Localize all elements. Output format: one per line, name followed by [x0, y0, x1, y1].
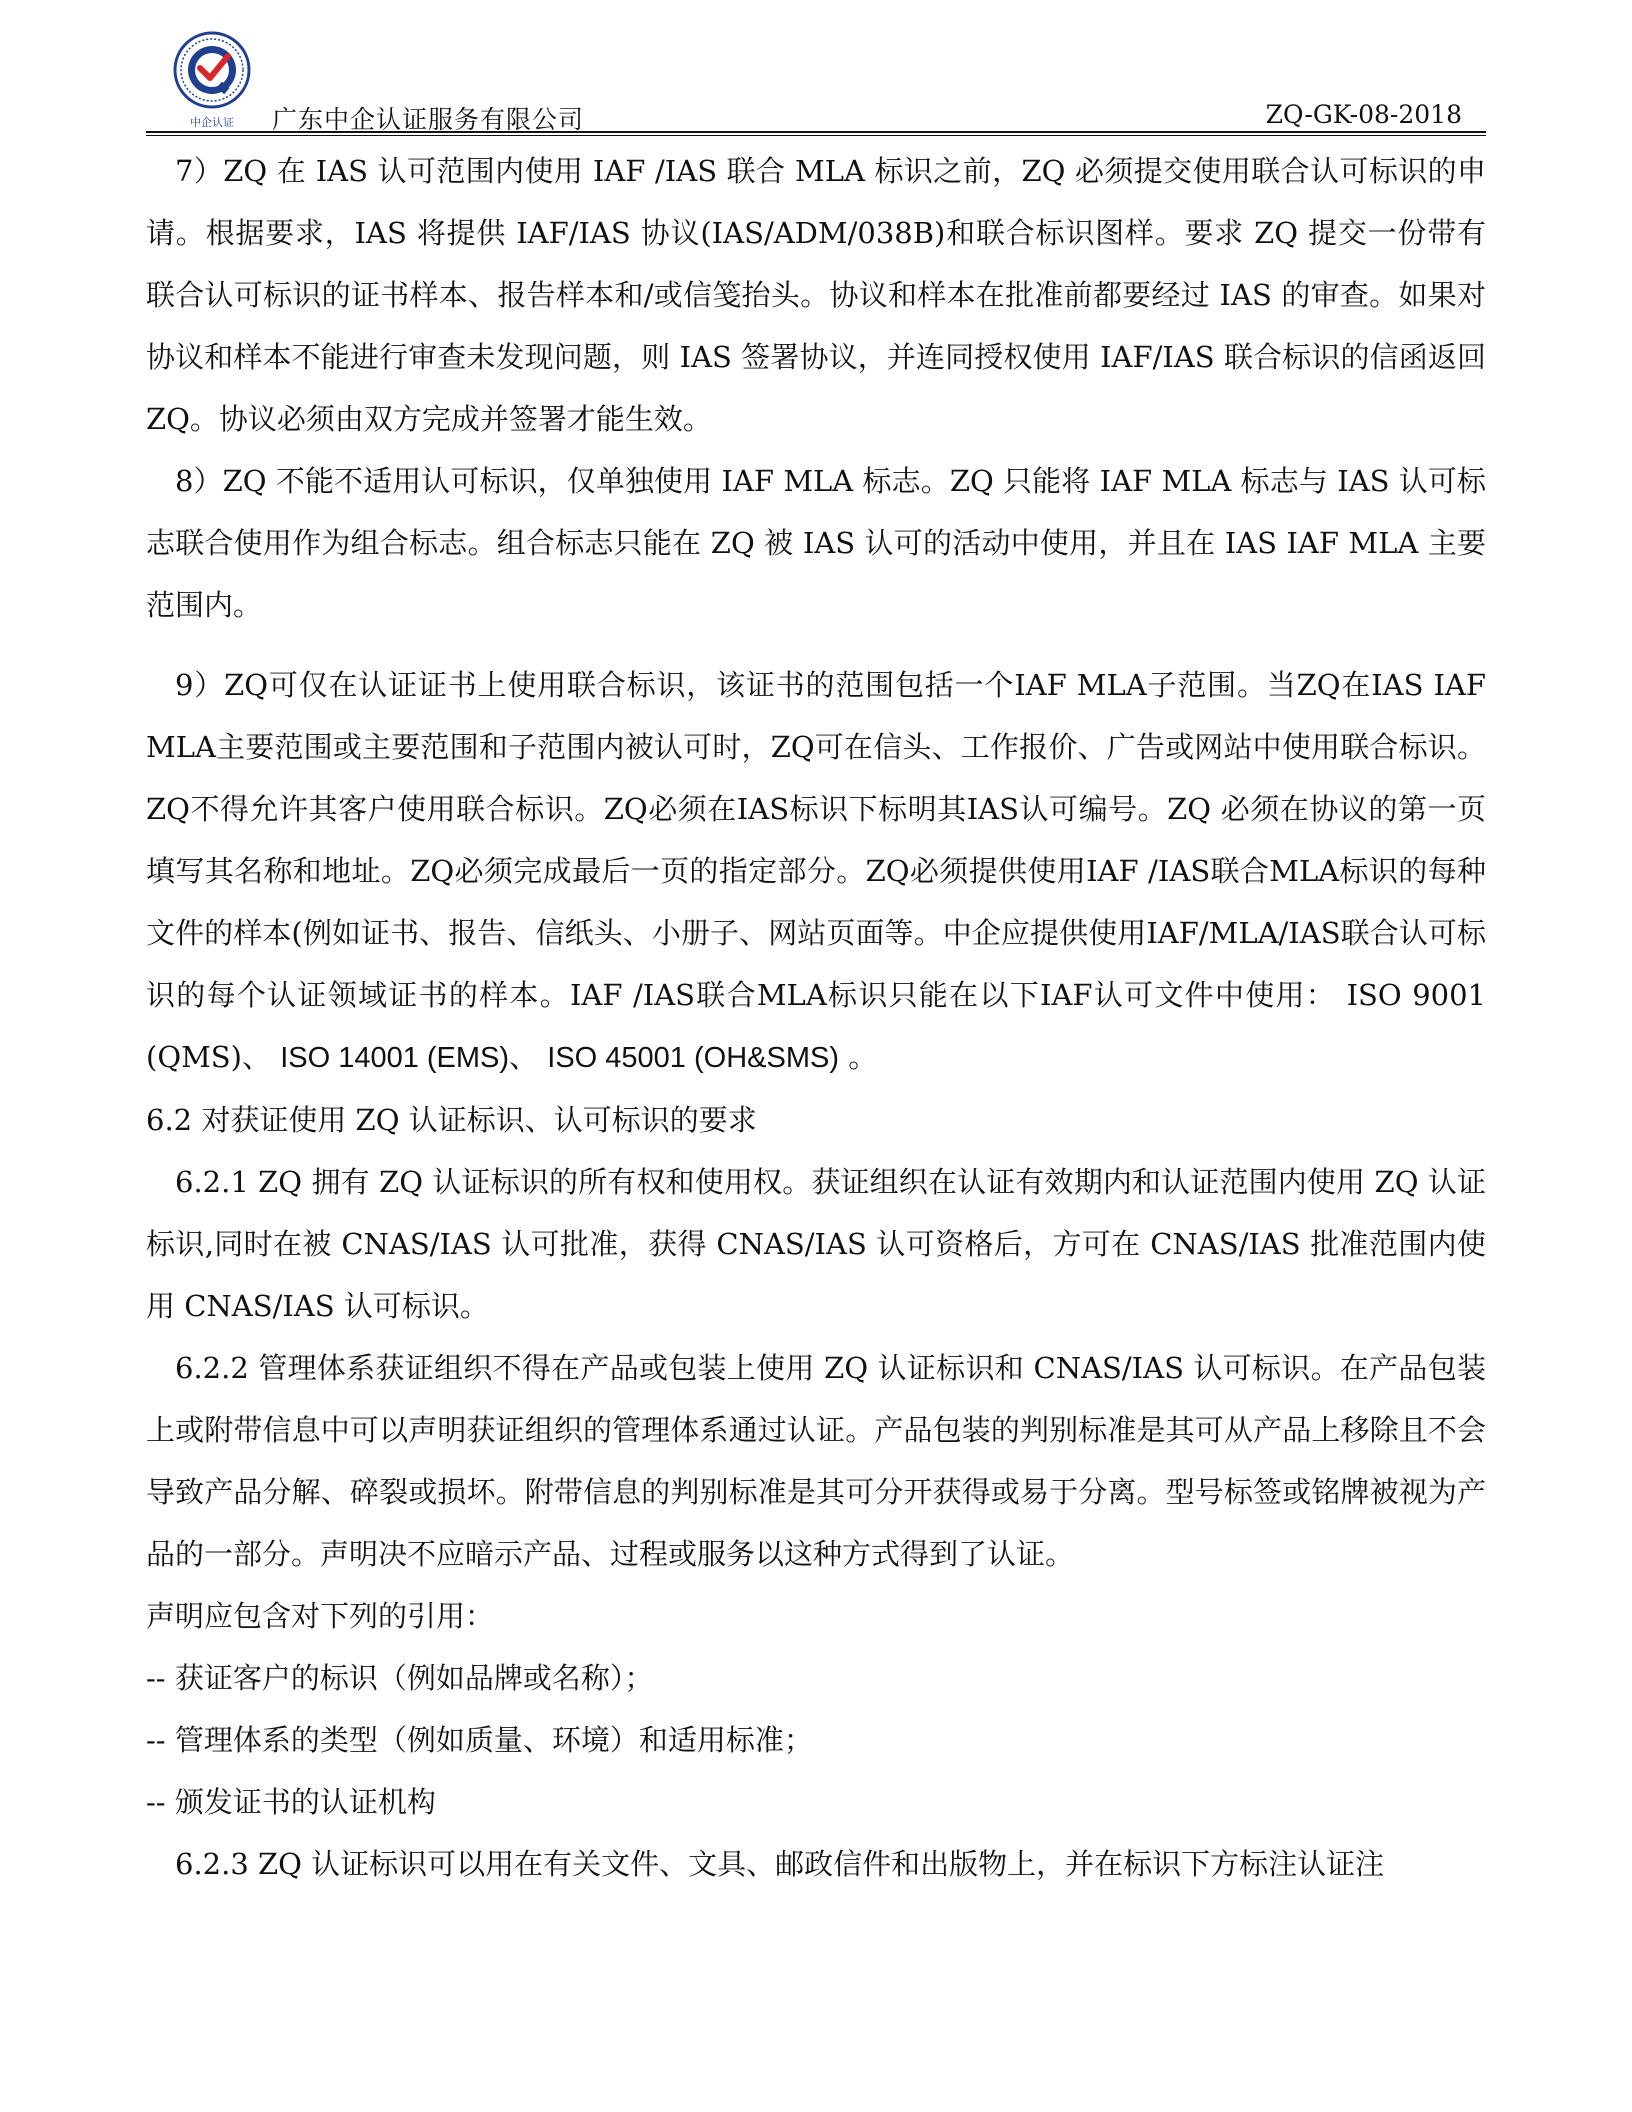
section-6-2-1: 6.2.1 ZQ 拥有 ZQ 认证标识的所有权和使用权。获证组织在认证有效期内和认证范围内使用 ZQ 认证标识,同时在被 CNAS/IAS 认可批准，获得 CNAS/IAS 认可资格后，方可在 CNAS/IAS 批准范围内使用 CNAS/IAS 认可标识。: [146, 1165, 1486, 1323]
list-item: -- 颁发证书的认证机构: [146, 1785, 436, 1819]
paragraph-7: 7）ZQ 在 IAS 认可范围内使用 IAF /IAS 联合 MLA 标识之前，ZQ 必须提交使用联合认可标识的申请。根据要求，IAS 将提供 IAF/IAS 协议(IAS/ADM/038B)和联合标识图样。要求 ZQ 提交一份带有联合认可标识的证书样本、报告样本和/或信笺抬头。协议和样本在批准前都要经过 IAS 的审查。如果对协议和样本不能进行审查未发现问题，则 IAS 签署协议，并连同授权使用 IAF/IAS 联合标识的信函返回 ZQ。协议必须由双方完成并签署才能生效。: [146, 154, 1486, 436]
list-item: -- 管理体系的类型（例如质量、环境）和适用标准；: [146, 1723, 813, 1757]
paragraph-9-text: 9）ZQ可仅在认证证书上使用联合标识，该证书的范围包括一个IAF MLA子范围。当ZQ在IAS IAF MLA主要范围或主要范围和子范围内被认可时，ZQ可在信头、工作报价、广告或网站中使用联合标识。ZQ不得允许其客户使用联合标识。ZQ必须在IAS标识下标明其IAS认可编号。ZQ 必须在协议的第一页填写其名称和地址。ZQ必须完成最后一页的指定部分。ZQ必须提供使用IAF /IAS联合MLA标识的每种文件的样本(例如证书、报告、信纸头、小册子、网站页面等。中企应提供使用IAF/MLA/IAS联合认可标识的每个认证领域证书的样本。IAF /IAS联合MLA标识只能在以下IAF认可文件中使用： ISO 9001 (QMS)、: [146, 668, 1486, 1074]
paragraph-gap: [146, 636, 1486, 654]
header-rule: [146, 131, 1486, 133]
paragraph-9-end: 。: [848, 1040, 878, 1074]
paragraph-8: 8）ZQ 不能不适用认可标识，仅单独使用 IAF MLA 标志。ZQ 只能将 IAF MLA 标志与 IAS 认可标志联合使用作为组合标志。组合标志只能在 ZQ 被 IAS 认可的活动中使用，并且在 IAS IAF MLA 主要范围内。: [146, 464, 1486, 622]
iso-14001-text: ISO 14001 (EMS)、: [280, 1042, 539, 1074]
section-6-2-2: 6.2.2 管理体系获证组织不得在产品或包装上使用 ZQ 认证标识和 CNAS/IAS 认可标识。在产品包装上或附带信息中可以声明获证组织的管理体系通过认证。产品包装的判别标准是其可从产品上移除且不会导致产品分解、碎裂或损坏。附带信息的判别标准是其可分开获得或易于分离。型号标签或铭牌被视为产品的一部分。声明决不应暗示产品、过程或服务以这种方式得到了认证。: [146, 1351, 1486, 1571]
company-name: 广东中企认证服务有限公司: [272, 105, 585, 134]
iso-45001-text: ISO 45001 (OH&SMS): [547, 1042, 839, 1074]
header-rule-thin: [146, 135, 1486, 136]
document-number: ZQ-GK-08-2018: [1265, 100, 1462, 129]
section-6-2-title: 6.2 对获证使用 ZQ 认证标识、认可标识的要求: [146, 1103, 757, 1137]
paragraph-9: [146, 654, 1486, 1089]
section-6-2-3: 6.2.3 ZQ 认证标识可以用在有关文件、文具、邮政信件和出版物上，并在标识下方标注认证注: [175, 1847, 1385, 1881]
company-logo: [170, 30, 254, 130]
list-item: -- 获证客户的标识（例如品牌或名称）；: [146, 1661, 654, 1695]
logo-caption: 中企认证: [190, 116, 234, 129]
page-header: [0, 0, 1632, 140]
section-6-2-2-statement: 声明应包含对下列的引用：: [146, 1599, 495, 1633]
document-body: [146, 140, 1486, 1895]
